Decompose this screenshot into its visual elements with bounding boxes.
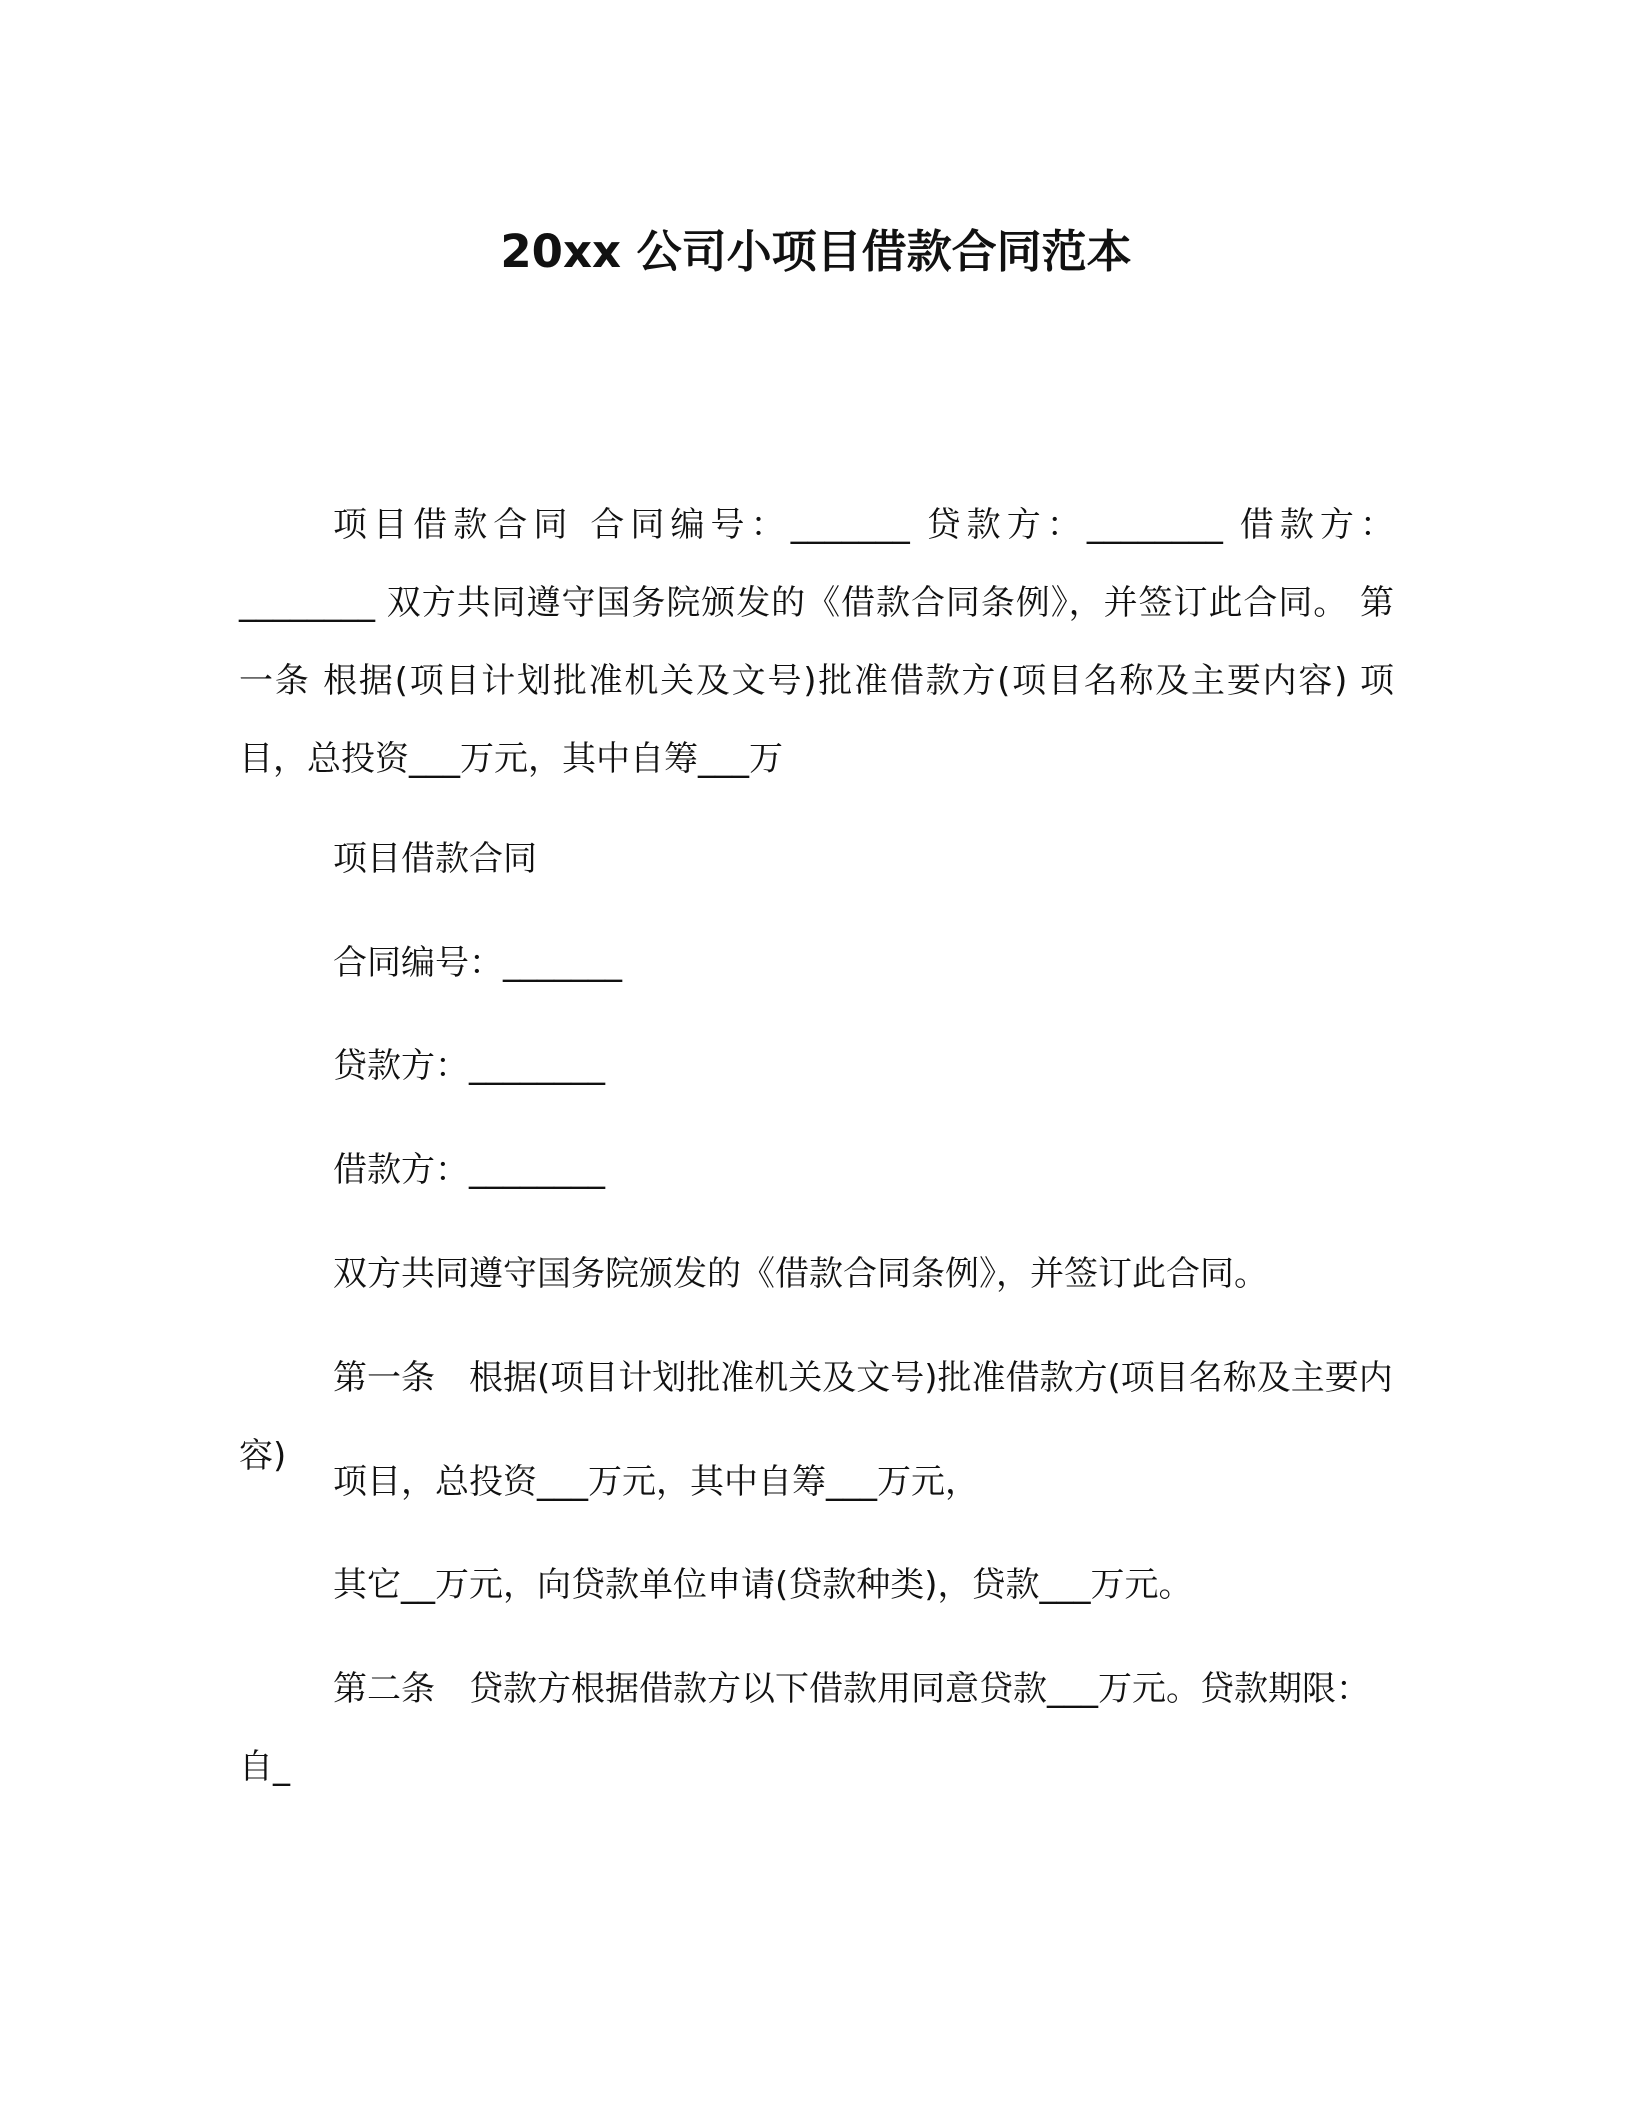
intro-paragraph: 项目借款合同 合同编号：_______ 贷款方：________ 借款方：________ 双方共同遵守国务院颁发的《借款合同条例》，并签订此合同。 第一条 根据(项目计划批准机关及文号)批准借款方(项目名称及主要内容) 项目，总投资___万元，其中自筹___万 — [239, 505, 1394, 779]
paragraph-other-funds: 其它__万元，向贷款单位申请(贷款种类)，贷款___万元。 — [333, 1565, 1193, 1605]
paragraph-contract-heading: 项目借款合同 — [333, 839, 537, 879]
paragraph-agreement: 双方共同遵守国务院颁发的《借款合同条例》，并签订此合同。 — [333, 1254, 1268, 1294]
paragraph-article-2: 第二条 贷款方根据借款方以下借款用同意贷款___万元。贷款期限：自_ — [239, 1669, 1370, 1787]
paragraph-contract-number: 合同编号：_______ — [333, 943, 622, 983]
paragraph-article-1: 第一条 根据(项目计划批准机关及文号)批准借款方(项目名称及主要内容) — [239, 1358, 1393, 1476]
paragraph-lender: 贷款方：________ — [333, 1046, 605, 1086]
paragraph-borrower: 借款方：________ — [333, 1150, 605, 1190]
document-title: 20xx 公司小项目借款合同范本 — [500, 225, 1132, 278]
paragraph-project-investment: 项目，总投资___万元，其中自筹___万元， — [333, 1462, 979, 1502]
